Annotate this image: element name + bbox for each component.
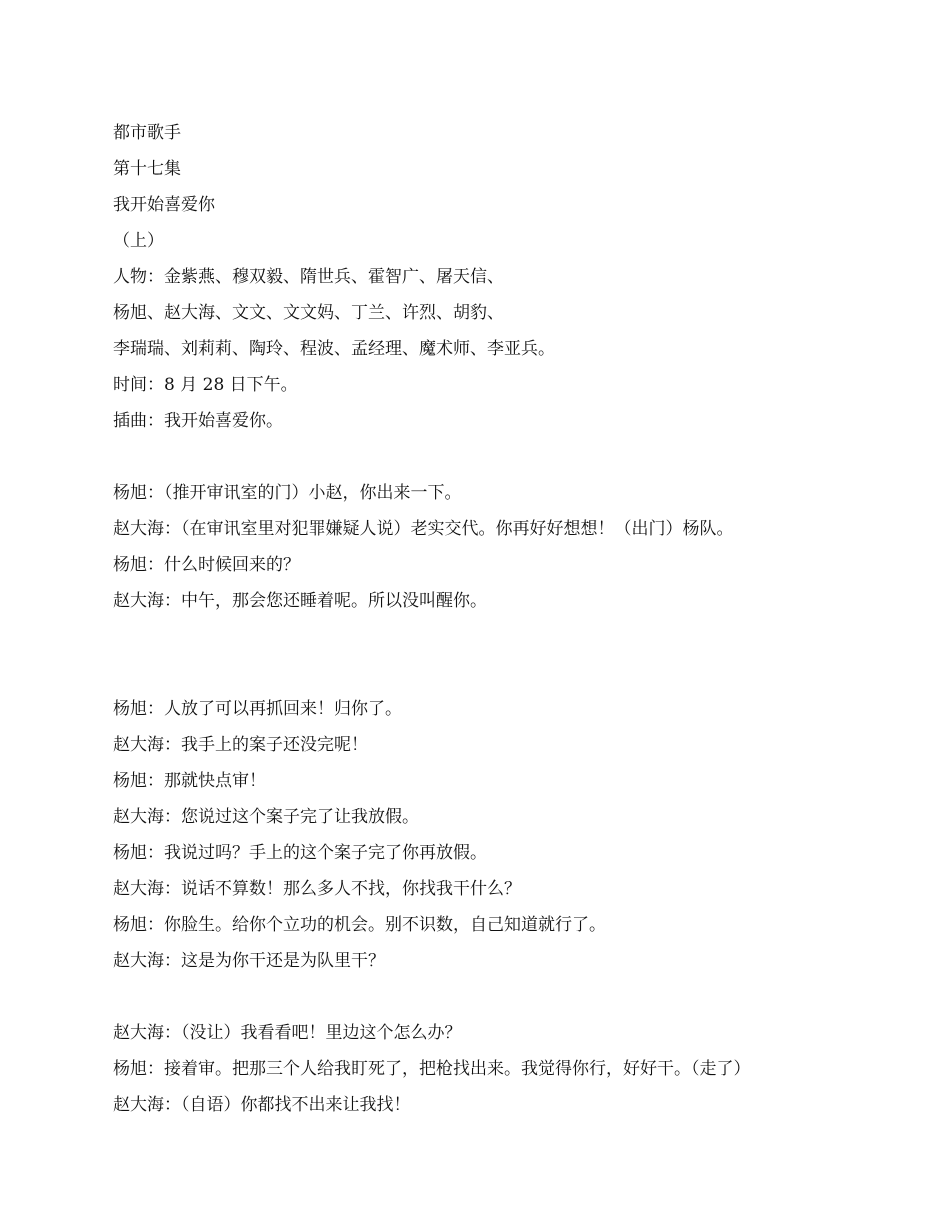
time-line: 时间：8 月 28 日下午。	[113, 375, 298, 395]
cast-list-line: 李瑞瑞、刘莉莉、陶玲、程波、孟经理、魔术师、李亚兵。	[113, 339, 555, 359]
dialogue-line: 赵大海：（在审讯室里对犯罪嫌疑人说）老实交代。你再好好想想！（出门）杨队。	[113, 519, 734, 539]
episode-number: 第十七集	[113, 159, 181, 179]
paragraph-spacer	[113, 987, 913, 1007]
script-body	[113, 123, 913, 1131]
dialogue-line: 杨旭：我说过吗？手上的这个案子完了你再放假。	[113, 843, 487, 863]
dialogue-line: 杨旭：什么时候回来的？	[113, 555, 300, 575]
dialogue-line: 赵大海：我手上的案子还没完呢！	[113, 735, 368, 755]
cast-list-line: 人物：金紫燕、穆双毅、隋世兵、霍智广、屠天信、	[113, 267, 504, 287]
dialogue-line: 杨旭：那就快点审！	[113, 771, 266, 791]
dialogue-line: 杨旭：（推开审讯室的门）小赵，你出来一下。	[113, 483, 462, 503]
cast-list-line: 杨旭、赵大海、文文、文文妈、丁兰、许烈、胡豹、	[113, 303, 504, 323]
dialogue-line: 杨旭：接着审。把那三个人给我盯死了，把枪找出来。我觉得你行，好好干。（走了）	[113, 1059, 751, 1079]
drama-title: 都市歌手	[113, 123, 181, 143]
dialogue-line: 赵大海：（没让）我看看吧！里边这个怎么办？	[113, 1023, 462, 1043]
episode-subtitle: 我开始喜爱你	[113, 195, 215, 215]
paragraph-spacer	[113, 447, 913, 467]
dialogue-line: 赵大海：（自语）你都找不出来让我找！	[113, 1095, 411, 1115]
dialogue-line: 赵大海：说话不算数！那么多人不找，你找我干什么？	[113, 879, 521, 899]
song-line: 插曲：我开始喜爱你。	[113, 411, 283, 431]
dialogue-line: 赵大海：您说过这个案子完了让我放假。	[113, 807, 419, 827]
dialogue-line: 赵大海：这是为你干还是为队里干？	[113, 951, 385, 971]
dialogue-line: 杨旭：你脸生。给你个立功的机会。别不识数，自己知道就行了。	[113, 915, 606, 935]
part-label: （上）	[113, 231, 164, 251]
paragraph-spacer	[113, 627, 913, 683]
dialogue-line: 杨旭：人放了可以再抓回来！归你了。	[113, 699, 402, 719]
dialogue-line: 赵大海：中午，那会您还睡着呢。所以没叫醒你。	[113, 591, 487, 611]
